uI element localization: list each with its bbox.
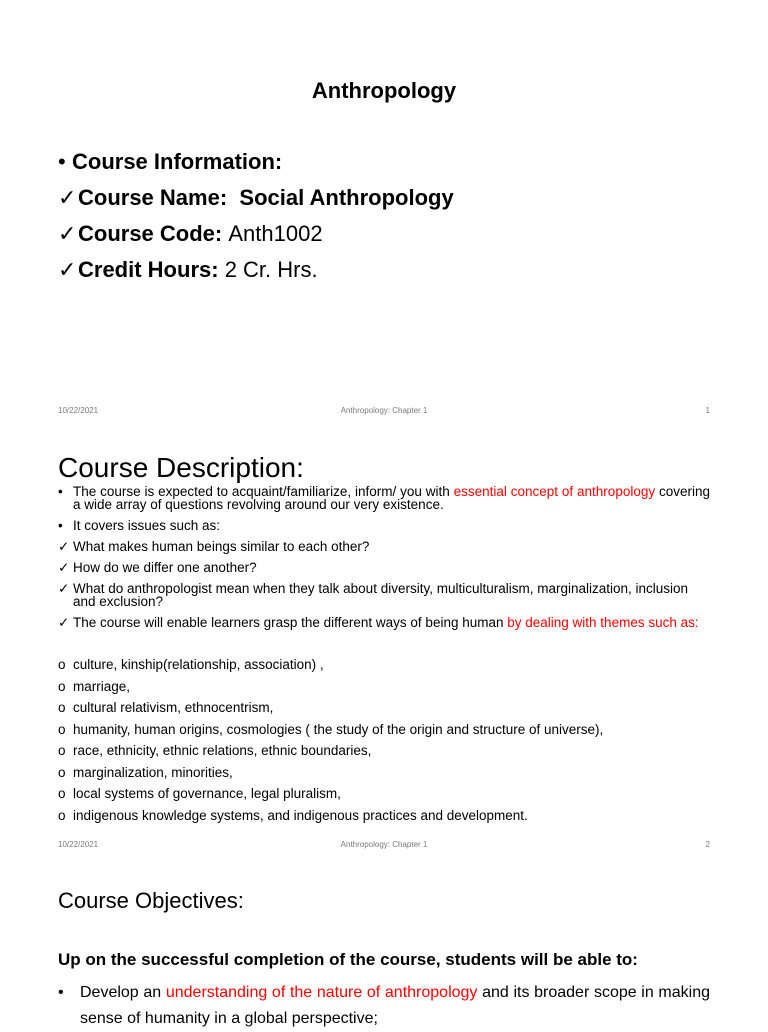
slide-1-title: Anthropology xyxy=(311,78,457,103)
list-item-text: humanity, human origins, cosmologies ( the study of the origin and structure of universe), xyxy=(73,721,604,737)
title-colon: : xyxy=(296,452,304,483)
course-objectives-subheading: Up on the successful completion of the course, students will be able to: xyxy=(58,950,638,969)
checkmark-icon: ✓ xyxy=(58,221,77,246)
bullet-icon: • xyxy=(58,518,63,533)
list-item xyxy=(58,980,710,1032)
footer-date: 10/22/2021 xyxy=(58,840,99,849)
list-item-text: The course will enable learners grasp the different ways of being human xyxy=(73,615,508,630)
footer-title: Anthropology: Chapter 1 xyxy=(340,840,428,849)
slide-2 xyxy=(0,432,768,852)
course-description-list xyxy=(58,485,710,637)
circle-bullet-icon: o xyxy=(58,678,66,694)
list-item-text: What makes human beings similar to each other? xyxy=(73,539,370,554)
circle-bullet-icon: o xyxy=(58,700,66,715)
checkmark-icon: ✓ xyxy=(58,257,77,282)
list-item xyxy=(58,485,710,511)
slide-1-footer xyxy=(58,406,710,418)
bullet-icon: • xyxy=(58,149,66,174)
bullet-icon: • xyxy=(58,484,63,499)
checkmark-icon: ✓ xyxy=(58,581,70,596)
list-item xyxy=(58,561,710,574)
list-item-text: marginalization, minorities, xyxy=(73,764,233,780)
course-information-heading xyxy=(58,146,738,182)
course-code-line xyxy=(58,218,738,254)
objective-text: and its broader scope in making sense of humanity in a global perspective; xyxy=(80,984,711,1027)
course-name-label: Course Name: xyxy=(78,185,228,210)
credit-hours-value: 2 Cr. Hrs. xyxy=(224,257,318,282)
list-item xyxy=(58,540,710,553)
footer-date: 10/22/2021 xyxy=(58,406,99,415)
list-item xyxy=(58,654,710,676)
footer-page-number: 1 xyxy=(705,406,710,415)
list-item-text: What do anthropologist mean when they talk about diversity, multiculturalism, marginalization, inclusion and exclusion? xyxy=(73,581,689,609)
slide-2-footer xyxy=(58,840,710,852)
list-item-text: It covers issues such as: xyxy=(73,518,221,533)
list-item xyxy=(58,582,710,608)
highlight-text: by dealing with themes such as: xyxy=(507,615,699,630)
list-item-text: cultural relativism, ethnocentrism, xyxy=(73,700,274,715)
checkmark-icon: ✓ xyxy=(58,615,70,630)
footer-page-number: 2 xyxy=(705,840,710,849)
themes-list xyxy=(58,654,710,826)
circle-bullet-icon: o xyxy=(58,721,66,737)
slide-1 xyxy=(0,0,768,426)
list-item-text: local systems of governance, legal pluralism, xyxy=(73,786,341,801)
list-item-text: covering a wide array of questions revolving around our very existence. xyxy=(73,484,710,512)
list-item xyxy=(58,519,710,532)
list-item-text: race, ethnicity, ethnic relations, ethnic boundaries, xyxy=(73,743,372,758)
list-item xyxy=(58,719,710,741)
list-item-text: marriage, xyxy=(73,678,131,694)
highlight-text: understanding of the nature of anthropology xyxy=(165,984,478,1001)
course-name-line xyxy=(58,182,738,218)
list-item-text: culture, kinship(relationship, association) , xyxy=(73,657,324,672)
course-objectives-title: Course Objectives: xyxy=(58,888,244,913)
course-description-title: Course Description xyxy=(58,452,297,483)
circle-bullet-icon: o xyxy=(58,657,66,672)
circle-bullet-icon: o xyxy=(58,786,66,801)
checkmark-icon: ✓ xyxy=(58,185,77,210)
bullet-icon: • xyxy=(58,984,64,1001)
list-item xyxy=(58,697,710,719)
list-item-text: How do we differ one another? xyxy=(73,560,257,575)
circle-bullet-icon: o xyxy=(58,764,66,780)
credit-hours-line xyxy=(58,254,738,290)
course-code-label: Course Code: xyxy=(78,221,223,246)
list-item xyxy=(58,783,710,805)
slide-2-title xyxy=(58,452,304,484)
course-code-value: Anth1002 xyxy=(228,221,323,246)
list-item-text xyxy=(80,980,710,1032)
credit-hours-label: Credit Hours: xyxy=(78,257,219,282)
course-information-list xyxy=(58,146,738,290)
course-name-value: Social Anthropology xyxy=(239,185,454,210)
slide-3 xyxy=(0,870,768,1027)
highlight-text: essential concept of anthropology xyxy=(453,484,656,499)
list-item-text: indigenous knowledge systems, and indigenous practices and development. xyxy=(73,807,528,823)
circle-bullet-icon: o xyxy=(58,743,66,758)
objective-text: Develop an xyxy=(80,984,166,1001)
list-item xyxy=(58,762,710,784)
list-item-text: The course is expected to acquaint/familiarize, inform/ you with xyxy=(73,484,454,499)
checkmark-icon: ✓ xyxy=(58,539,70,554)
circle-bullet-icon: o xyxy=(58,807,66,823)
list-item xyxy=(58,676,710,698)
footer-title: Anthropology: Chapter 1 xyxy=(340,406,428,415)
list-item xyxy=(58,740,710,762)
course-information-label: Course Information: xyxy=(72,149,283,174)
list-item xyxy=(58,805,710,827)
checkmark-icon: ✓ xyxy=(58,560,70,575)
list-item xyxy=(58,616,710,629)
